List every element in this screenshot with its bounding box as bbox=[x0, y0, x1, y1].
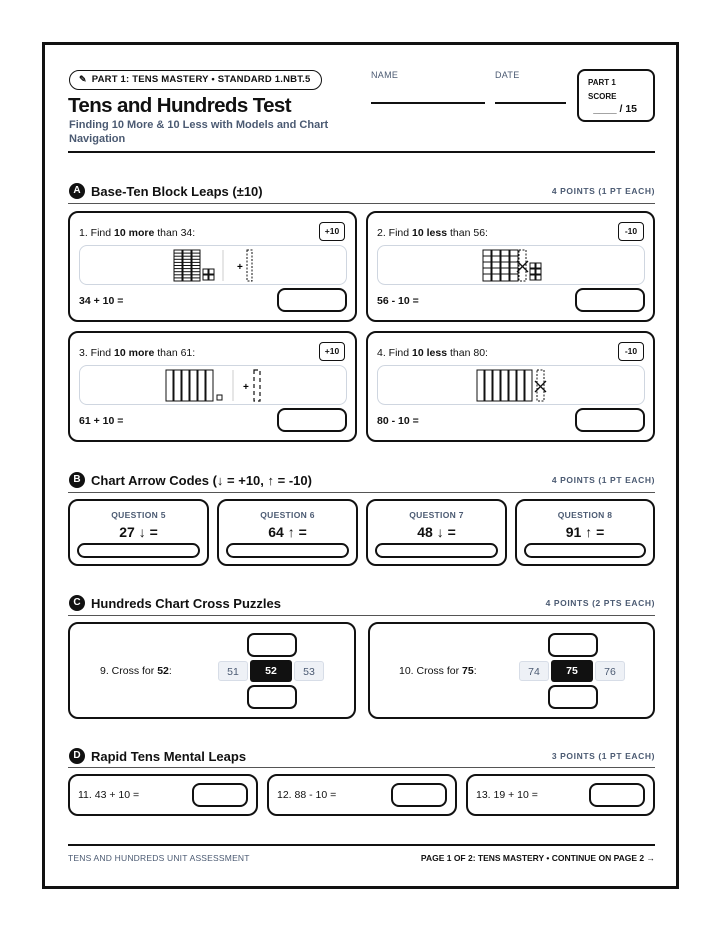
question-card-3 bbox=[68, 331, 357, 442]
answer-box-13[interactable] bbox=[589, 783, 645, 807]
cross-bottom-answer-10[interactable] bbox=[548, 685, 598, 709]
added-ten-rod bbox=[254, 370, 260, 401]
section-d-points: 3 POINTS (1 PT EACH) bbox=[551, 751, 655, 761]
tens-rods bbox=[166, 370, 213, 401]
cross-left-cell: 51 bbox=[218, 661, 248, 681]
mental-leap-card-13 bbox=[466, 774, 655, 816]
question-card-1 bbox=[68, 211, 357, 322]
section-c-divider bbox=[68, 615, 655, 616]
question-1-label: 1. Find 10 more than 34: bbox=[79, 227, 196, 239]
section-d-title: Rapid Tens Mental Leaps bbox=[91, 749, 247, 764]
cross-top-answer-9[interactable] bbox=[247, 633, 297, 657]
section-d-badge: D bbox=[69, 748, 85, 764]
page-subtitle: Finding 10 More & 10 Less with Models and Chart Navigation bbox=[69, 119, 329, 145]
score-label-score: SCORE bbox=[588, 92, 617, 101]
cross-puzzle-card-9 bbox=[68, 622, 356, 719]
question-4-equation: 80 - 10 = bbox=[377, 415, 419, 427]
base-ten-model-4 bbox=[377, 365, 645, 405]
question-card-4 bbox=[366, 331, 655, 442]
code-card-6 bbox=[217, 499, 358, 566]
section-d-divider bbox=[68, 767, 655, 768]
plus-sign-icon: + bbox=[237, 262, 243, 273]
question-2-equation: 56 - 10 = bbox=[377, 295, 419, 307]
question-6-label: QUESTION 6 bbox=[260, 510, 315, 520]
question-5-equation: 27 ↓ = bbox=[119, 524, 158, 540]
worksheet-page bbox=[42, 42, 679, 889]
cross-center-cell: 75 bbox=[551, 660, 593, 682]
question-6-equation: 64 ↑ = bbox=[268, 524, 307, 540]
pencil-icon: ✎ bbox=[79, 74, 87, 84]
minus-ten-tag: -10 bbox=[618, 222, 644, 241]
unit-cube bbox=[217, 395, 222, 400]
cross-right-cell: 76 bbox=[595, 661, 625, 681]
question-13-equation: 13. 19 + 10 = bbox=[476, 789, 538, 801]
mental-leap-card-12 bbox=[267, 774, 457, 816]
answer-pill-5[interactable] bbox=[77, 543, 200, 558]
answer-box-4[interactable] bbox=[575, 408, 645, 432]
plus-sign-icon: + bbox=[243, 382, 249, 393]
score-box bbox=[577, 69, 655, 122]
section-c-points: 4 POINTS (2 PTS EACH) bbox=[545, 598, 655, 608]
base-ten-blocks-80-minus-rod bbox=[378, 366, 646, 406]
footer-assessment-name: TENS AND HUNDREDS UNIT ASSESSMENT bbox=[68, 853, 250, 863]
part-tag bbox=[69, 70, 322, 90]
unit-cubes bbox=[530, 263, 541, 280]
answer-box-12[interactable] bbox=[391, 783, 447, 807]
answer-pill-8[interactable] bbox=[524, 543, 646, 558]
section-b-divider bbox=[68, 492, 655, 493]
question-card-2 bbox=[366, 211, 655, 322]
code-card-8 bbox=[515, 499, 655, 566]
cross-puzzle-card-10 bbox=[368, 622, 655, 719]
code-card-7 bbox=[366, 499, 507, 566]
tens-rods bbox=[483, 250, 518, 281]
section-b-points: 4 POINTS (1 PT EACH) bbox=[551, 475, 655, 485]
part-tag-label: PART 1: TENS MASTERY • STANDARD 1.NBT.5 bbox=[91, 74, 311, 85]
answer-box-2[interactable] bbox=[575, 288, 645, 312]
answer-box-3[interactable] bbox=[277, 408, 347, 432]
question-3-label: 3. Find 10 more than 61: bbox=[79, 347, 196, 359]
header-divider bbox=[68, 151, 655, 153]
question-7-equation: 48 ↓ = bbox=[417, 524, 456, 540]
name-label: NAME bbox=[371, 70, 399, 80]
question-9-label: 9. Cross for 52: bbox=[100, 665, 172, 677]
footer-divider bbox=[68, 844, 655, 846]
base-ten-blocks-56-minus-rod bbox=[378, 246, 646, 286]
question-3-equation: 61 + 10 = bbox=[79, 415, 124, 427]
name-field[interactable] bbox=[371, 102, 485, 104]
base-ten-blocks-61-plus-rod bbox=[80, 366, 348, 406]
answer-box-11[interactable] bbox=[192, 783, 248, 807]
tens-rods bbox=[477, 370, 532, 401]
base-ten-model-2 bbox=[377, 245, 645, 285]
mental-leap-card-11 bbox=[68, 774, 258, 816]
crossed-ten-rod bbox=[535, 370, 546, 401]
added-ten-rod bbox=[247, 250, 252, 281]
date-label: DATE bbox=[495, 70, 520, 80]
answer-box-1[interactable] bbox=[277, 288, 347, 312]
question-12-equation: 12. 88 - 10 = bbox=[277, 789, 337, 801]
cross-bottom-answer-9[interactable] bbox=[247, 685, 297, 709]
cross-top-answer-10[interactable] bbox=[548, 633, 598, 657]
section-a-divider bbox=[68, 203, 655, 204]
section-a-badge: A bbox=[69, 183, 85, 199]
section-a-points: 4 POINTS (1 PT EACH) bbox=[551, 186, 655, 196]
plus-ten-tag: +10 bbox=[319, 342, 345, 361]
tens-rods bbox=[174, 250, 200, 281]
answer-pill-6[interactable] bbox=[226, 543, 349, 558]
question-2-label: 2. Find 10 less than 56: bbox=[377, 227, 488, 239]
section-c-title: Hundreds Chart Cross Puzzles bbox=[91, 596, 281, 611]
cross-right-cell: 53 bbox=[294, 661, 324, 681]
question-8-equation: 91 ↑ = bbox=[565, 524, 605, 540]
question-4-label: 4. Find 10 less than 80: bbox=[377, 347, 488, 359]
section-b-title: Chart Arrow Codes (↓ = +10, ↑ = -10) bbox=[91, 473, 312, 488]
score-label-part: PART 1 bbox=[588, 78, 616, 87]
question-8-label: QUESTION 8 bbox=[557, 510, 613, 520]
base-ten-model-3 bbox=[79, 365, 347, 405]
score-value[interactable]: ____ / 15 bbox=[593, 103, 637, 115]
page-title: Tens and Hundreds Test bbox=[68, 94, 291, 117]
question-1-equation: 34 + 10 = bbox=[79, 295, 124, 307]
question-11-equation: 11. 43 + 10 = bbox=[78, 789, 140, 801]
cross-left-cell: 74 bbox=[519, 661, 549, 681]
code-card-5 bbox=[68, 499, 209, 566]
crossed-ten-rod bbox=[517, 250, 528, 281]
footer-page-info: PAGE 1 OF 2: TENS MASTERY • CONTINUE ON PAGE 2 → bbox=[420, 853, 655, 863]
date-field[interactable] bbox=[495, 102, 566, 104]
base-ten-blocks-34-plus-rod bbox=[80, 246, 348, 286]
base-ten-model-1 bbox=[79, 245, 347, 285]
unit-cubes bbox=[203, 269, 214, 280]
minus-ten-tag: -10 bbox=[618, 342, 644, 361]
question-7-label: QUESTION 7 bbox=[409, 510, 464, 520]
question-5-label: QUESTION 5 bbox=[111, 510, 166, 520]
question-10-label: 10. Cross for 75: bbox=[399, 665, 477, 677]
section-c-badge: C bbox=[69, 595, 85, 611]
cross-center-cell: 52 bbox=[250, 660, 292, 682]
answer-pill-7[interactable] bbox=[375, 543, 498, 558]
section-a-title: Base-Ten Block Leaps (±10) bbox=[91, 184, 263, 199]
section-b-badge: B bbox=[69, 472, 85, 488]
plus-ten-tag: +10 bbox=[319, 222, 345, 241]
